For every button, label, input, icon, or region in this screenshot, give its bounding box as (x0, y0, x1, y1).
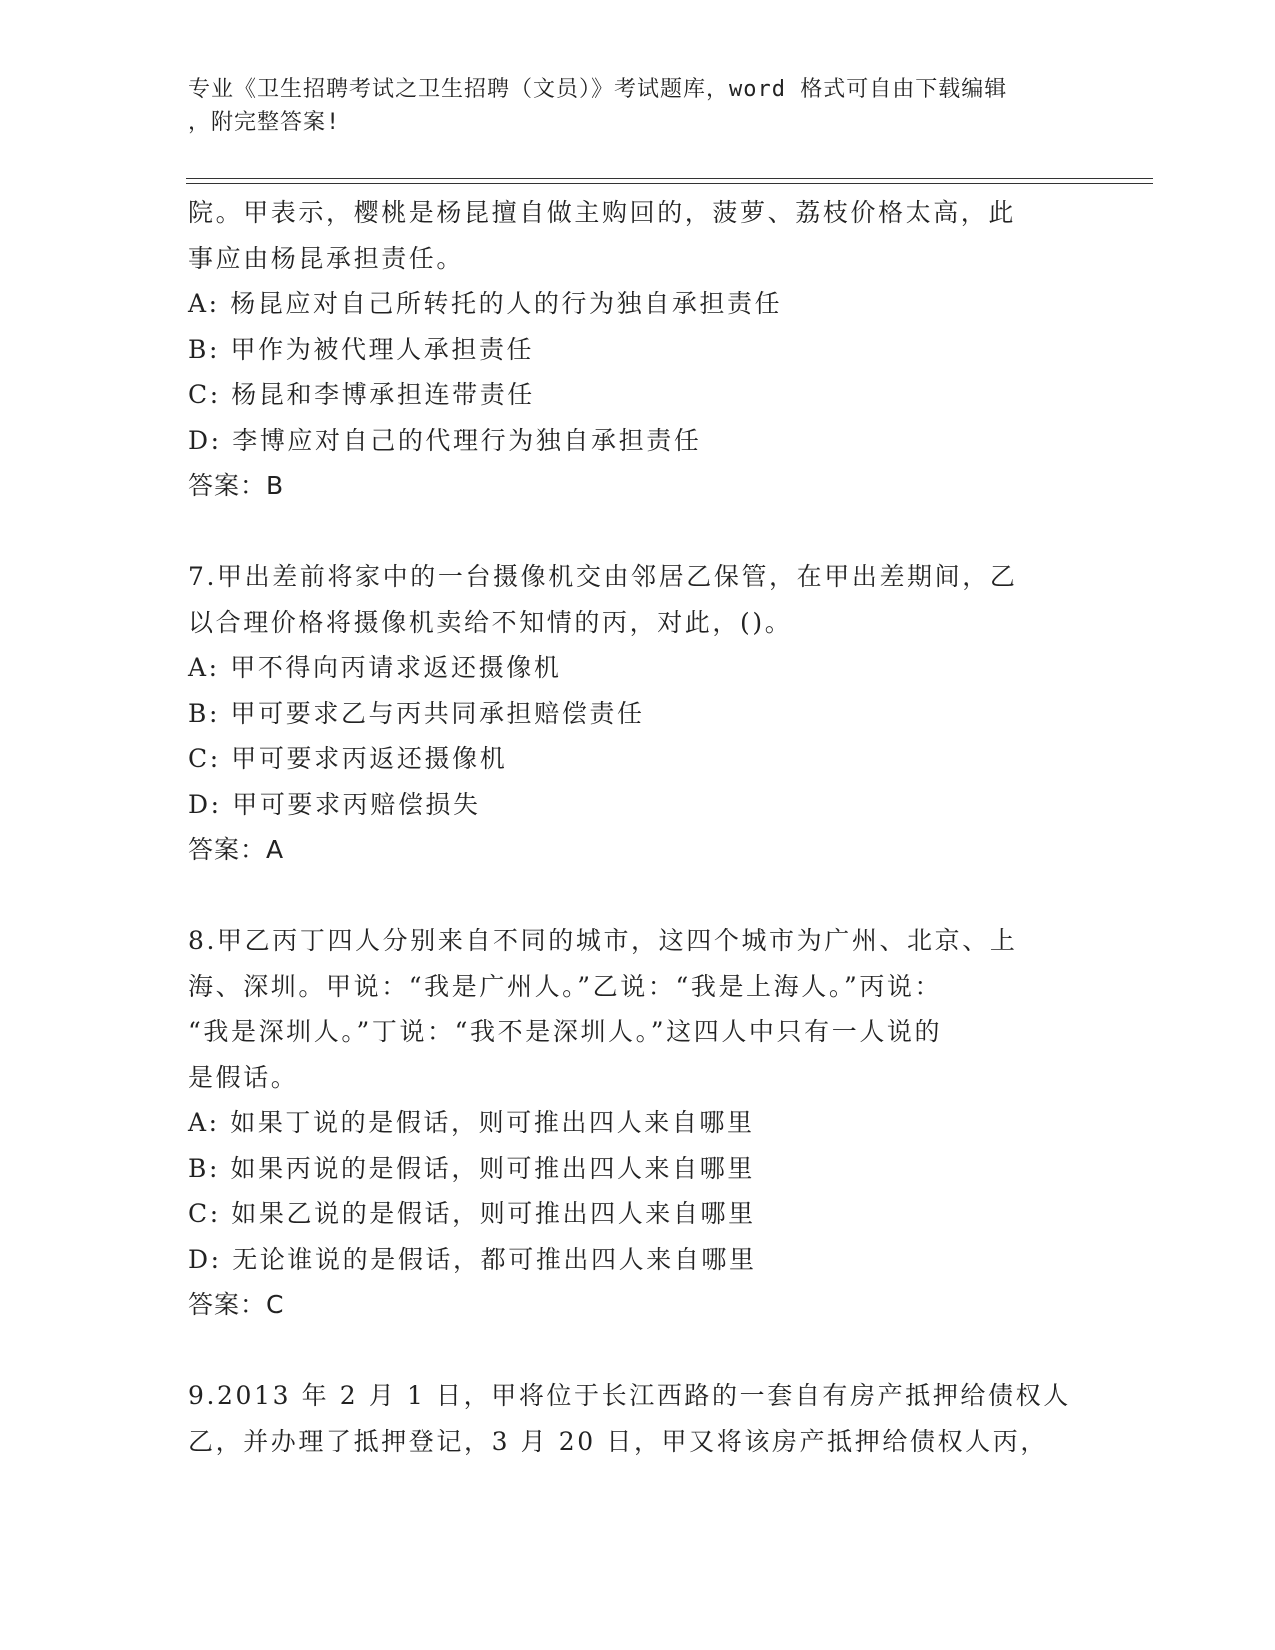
question-stem-line: 9.2013 年 2 月 1 日，甲将位于长江西路的一套自有房产抵押给债权人 (188, 1381, 1071, 1410)
option-a: A: 如果丁说的是假话，则可推出四人来自哪里 (188, 1108, 755, 1137)
option-b: B: 如果丙说的是假话，则可推出四人来自哪里 (188, 1153, 755, 1183)
spacer (188, 1328, 1068, 1374)
question-stem-line: 7.甲出差前将家中的一台摄像机交由邻居乙保管，在甲出差期间，乙 (188, 562, 1018, 591)
question-6 (188, 190, 1068, 509)
question-stem-line: 事应由杨昆承担责任。 (188, 243, 465, 273)
option-d: D: 无论谁说的是假话，都可推出四人来自哪里 (188, 1244, 757, 1274)
option-c: C: 甲可要求丙返还摄像机 (188, 744, 508, 773)
question-stem-line: 是假话。 (188, 1062, 299, 1092)
question-list (188, 190, 1071, 1464)
question-8 (188, 918, 1068, 1328)
answer: 答案：A (188, 835, 285, 864)
header-divider-bottom (186, 183, 1153, 184)
header-line-1: 专业《卫生招聘考试之卫生招聘（文员）》考试题库，word 格式可自由下载编辑 (188, 77, 1008, 102)
question-stem-line: 乙，并办理了抵押登记，3 月 20 日，甲又将该房产抵押给债权人丙， (188, 1426, 1048, 1456)
question-stem-line: 以合理价格将摄像机卖给不知情的丙，对此，()。 (188, 607, 793, 637)
answer: 答案：B (188, 471, 285, 500)
option-c: C: 杨昆和李博承担连带责任 (188, 380, 535, 409)
option-a: A: 杨昆应对自己所转托的人的行为独自承担责任 (188, 289, 783, 318)
question-stem-line: 海、深圳。甲说：“我是广州人。”乙说：“我是上海人。”丙说： (188, 971, 943, 1001)
question-stem-line: 院。甲表示，樱桃是杨昆擅自做主购回的，菠萝、荔枝价格太高，此 (188, 198, 1017, 227)
option-b: B: 甲可要求乙与丙共同承担赔偿责任 (188, 698, 645, 728)
question-9 (188, 1373, 1071, 1464)
question-stem-line: “我是深圳人。”丁说：“我不是深圳人。”这四人中只有一人说的 (188, 1017, 943, 1046)
header-line-2: ，附完整答案! (188, 110, 341, 135)
question-stem-line: 8.甲乙丙丁四人分别来自不同的城市，这四个城市为广州、北京、上 (188, 926, 1018, 955)
document-header (188, 73, 1068, 139)
answer: 答案：C (188, 1290, 285, 1319)
spacer (188, 873, 1068, 919)
header-divider-top (186, 178, 1153, 179)
spacer (188, 509, 1068, 555)
option-d: D: 甲可要求丙赔偿损失 (188, 789, 481, 819)
question-7 (188, 554, 1068, 873)
option-c: C: 如果乙说的是假话，则可推出四人来自哪里 (188, 1199, 756, 1228)
option-a: A: 甲不得向丙请求返还摄像机 (188, 653, 562, 682)
option-d: D: 李博应对自己的代理行为独自承担责任 (188, 425, 702, 455)
option-b: B: 甲作为被代理人承担责任 (188, 334, 535, 364)
